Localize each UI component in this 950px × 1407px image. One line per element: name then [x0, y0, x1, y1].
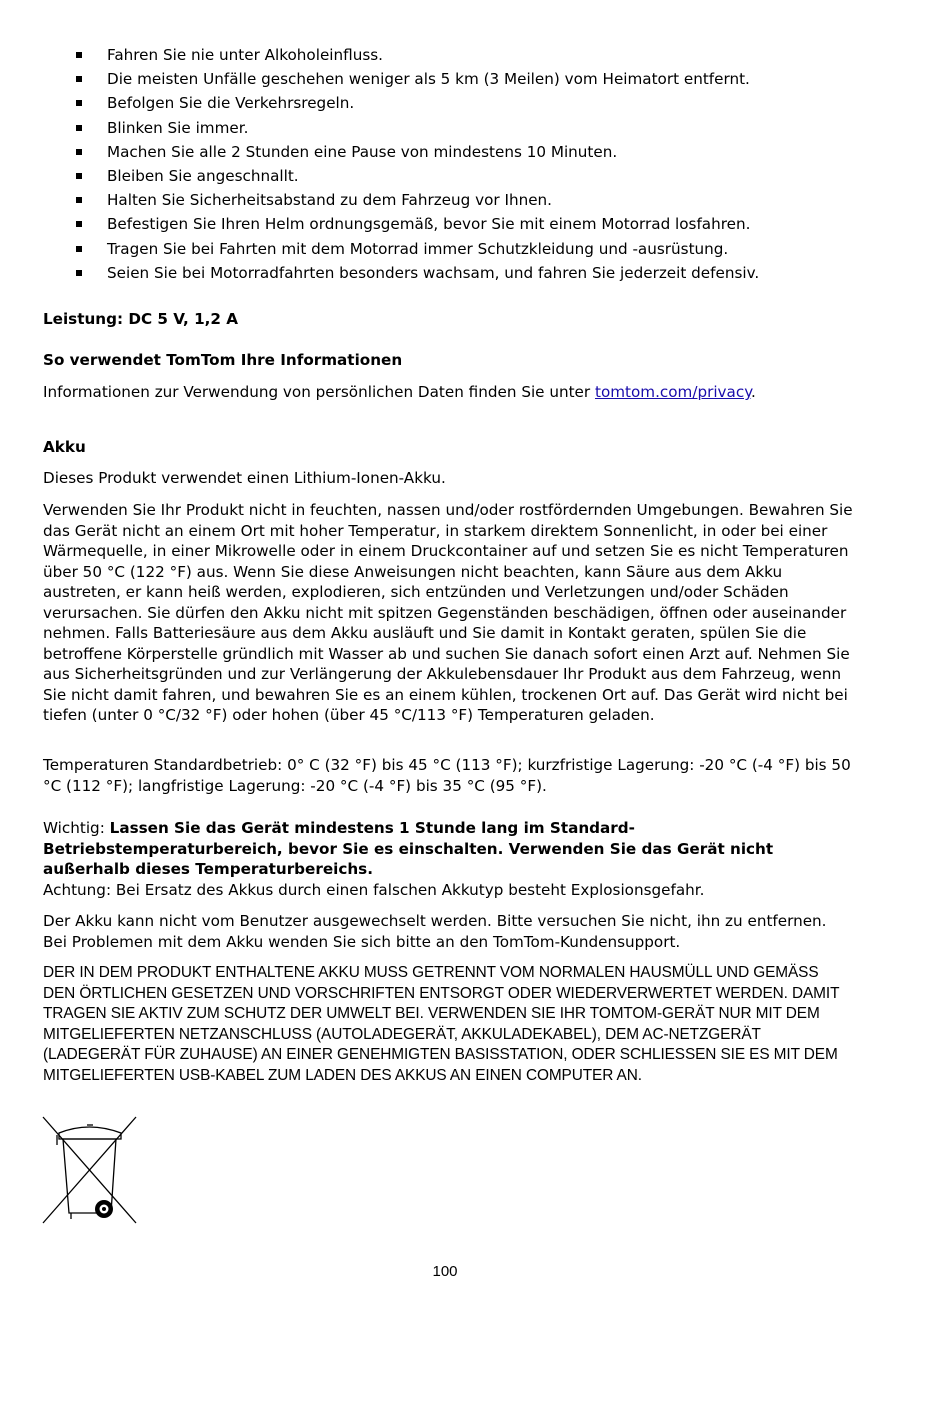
- bin-lid: [59, 1127, 121, 1139]
- disposal-notice: DER IN DEM PRODUKT ENTHALTENE AKKU MUSS GETRENNT VOM NORMALEN HAUSMÜLL UND GEMÄSS DEN ÖRTLICHEN GESETZEN UND VORSCHRIFTEN ENTSORGT ODER WIEDERVERWERTET WERDEN. DAMIT TRAGEN SIE AKTIV ZUM SCHUTZ DER UMWELT BEI. VERWENDEN SIE IHR TOMTOM-GERÄT NUR MIT DEM MITGELIEFERTEN NETZANSCHLUSS (AUTOLADEGERÄT, AKKULADEKABEL), DEM AC-NETZGERÄT (LADEGERÄT FÜR ZUHAUSE) AN EINER GENEHMIGTEN BASISSTATION, ODER SCHLIESSEN SIE ES MIT DEM MITGELIEFERTEN USB-KABEL ZUM LADEN DES AKKUS AN EINEN COMPUTER AN.: [43, 964, 840, 1084]
- bullet-item: Halten Sie Sicherheitsabstand zu dem Fahrzeug vor Ihnen.: [43, 188, 863, 212]
- battery-usage-paragraph: Verwenden Sie Ihr Produkt nicht in feuchten, nassen und/oder rostfördernden Umgebungen. Bewahren Sie das Gerät nicht an einem Ort mit hoher Temperatur, in starkem direktem Sonnenlicht, in oder bei einer Wärmequelle, in einer Mikrowelle oder in einem Druckcontainer auf und setzen Sie es nicht Temperaturen über 50 °C (122 °F) aus. Wenn Sie diese Anweisungen nicht beachten, kann Säure aus dem Akku austreten, er kann heiß werden, explodieren, sich entzünden und Verletzungen und/oder Schäden verursachen. Sie dürfen den Akku nicht mit spitzen Gegenständen beschädigen, öffnen oder auseinander nehmen. Falls Batteriesäure aus dem Akku ausläuft und Sie damit in Kontakt geraten, spülen Sie die betroffene Körperstelle gründlich mit Wasser ab und suchen Sie danach sofort einen Arzt auf. Nehmen Sie aus Sicherheitsgründen und zur Verlängerung der Akkulebensdauer Ihr Produkt aus dem Fahrzeug, wenn Sie nicht damit fahren, und bewahren Sie es an einem kühlen, trockenen Ort auf. Das Gerät wird nicht bei tiefen (unter 0 °C/32 °F) oder hohen (über 45 °C/113 °F) Temperaturen geladen.: [43, 501, 853, 724]
- square-bullet-icon: [76, 52, 82, 58]
- square-bullet-icon: [76, 76, 82, 82]
- square-bullet-icon: [76, 149, 82, 155]
- square-bullet-icon: [76, 125, 82, 131]
- crossed-out-wheelie-bin-icon: [41, 1115, 138, 1225]
- temperature-paragraph: Temperaturen Standardbetrieb: 0° C (32 °F) bis 45 °C (113 °F); kurzfristige Lagerung: -20 °C (-4 °F) bis 50 °C (112 °F); langfristige Lagerung: -20 °C (-4 °F) bis 35 °C (95 °F).: [43, 756, 851, 795]
- important-label: Wichtig:: [43, 819, 110, 837]
- bullet-item: Bleiben Sie angeschnallt.: [43, 164, 863, 188]
- bullet-item: Machen Sie alle 2 Stunden eine Pause von mindestens 10 Minuten.: [43, 140, 863, 164]
- square-bullet-icon: [76, 221, 82, 227]
- warning-note: Achtung: Bei Ersatz des Akkus durch einen falschen Akkutyp besteht Explosionsgefahr.: [43, 881, 705, 899]
- important-note: [43, 818, 853, 880]
- bullet-item: Seien Sie bei Motorradfahrten besonders wachsam, und fahren Sie jederzeit defensiv.: [43, 261, 863, 285]
- bullet-item: Befestigen Sie Ihren Helm ordnungsgemäß, bevor Sie mit einem Motorrad losfahren.: [43, 212, 863, 236]
- square-bullet-icon: [76, 270, 82, 276]
- bullet-item: Fahren Sie nie unter Alkoholeinfluss.: [43, 43, 863, 67]
- bullet-item: Blinken Sie immer.: [43, 116, 863, 140]
- safety-bullet-list: [43, 43, 863, 285]
- privacy-link[interactable]: tomtom.com/privacy: [594, 383, 752, 401]
- battery-intro: Dieses Produkt verwendet einen Lithium-Ionen-Akku.: [43, 469, 446, 487]
- square-bullet-icon: [76, 246, 82, 252]
- bullet-item: Die meisten Unfälle geschehen weniger als 5 km (3 Meilen) vom Heimatort entfernt.: [43, 67, 863, 91]
- power-rating: Leistung: DC 5 V, 1,2 A: [43, 310, 239, 328]
- battery-heading: Akku: [43, 438, 86, 456]
- square-bullet-icon: [76, 100, 82, 106]
- bullet-item: Tragen Sie bei Fahrten mit dem Motorrad immer Schutzkleidung und -ausrüstung.: [43, 237, 863, 261]
- square-bullet-icon: [76, 173, 82, 179]
- important-text: Lassen Sie das Gerät mindestens 1 Stunde lang im Standard-Betriebstemperaturbereich, bevor Sie es einschalten. Verwenden Sie das Gerät nicht außerhalb dieses Temperaturbereichs.: [43, 819, 774, 878]
- privacy-heading: So verwendet TomTom Ihre Informationen: [43, 351, 403, 369]
- not-replaceable-paragraph: Der Akku kann nicht vom Benutzer ausgewechselt werden. Bitte versuchen Sie nicht, ihn zu entfernen. Bei Problemen mit dem Akku wenden Sie sich bitte an den TomTom-Kundensupport.: [43, 912, 827, 951]
- privacy-text: Informationen zur Verwendung von persönlichen Daten finden Sie unter tomtom.com/privacy.: [43, 383, 756, 401]
- bullet-item: Befolgen Sie die Verkehrsregeln.: [43, 91, 863, 115]
- square-bullet-icon: [76, 197, 82, 203]
- page-number: 100: [432, 1263, 458, 1280]
